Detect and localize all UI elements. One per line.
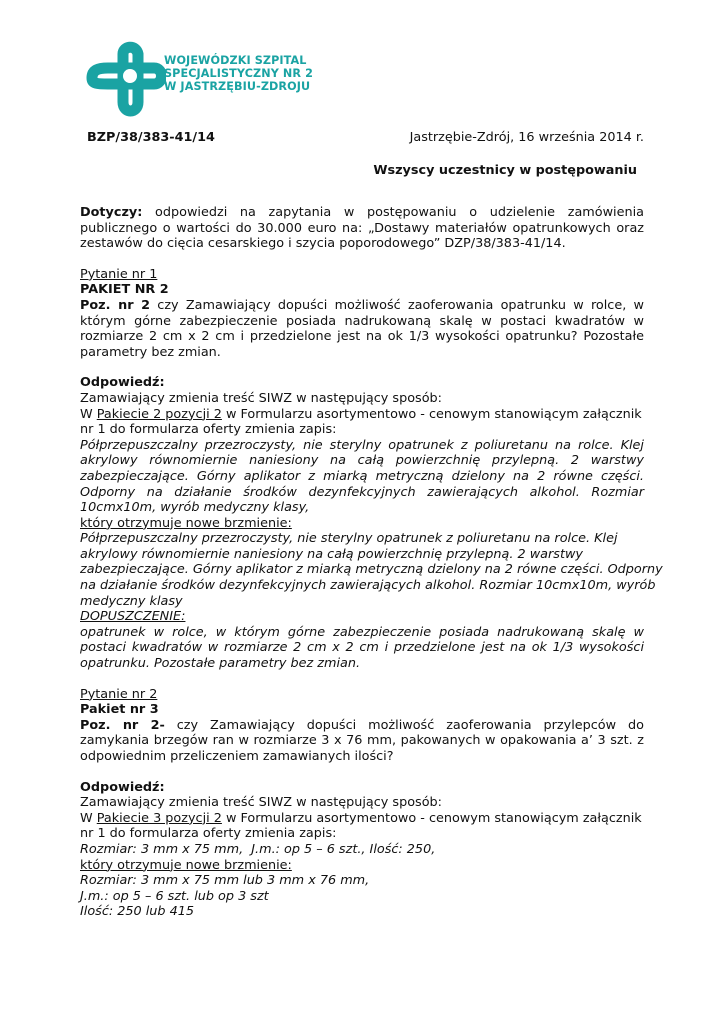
- hospital-cross-emblem-icon: [86, 40, 166, 120]
- answer-2-old-text: Rozmiar: 3 mm x 75 mm, J.m.: op 5 – 6 szt., Ilość: 250,: [80, 841, 436, 857]
- answer-2-intro: Zamawiający zmienia treść SIWZ w następujący sposób:: [80, 795, 442, 811]
- answer-1-intro: Zamawiający zmienia treść SIWZ w następujący sposób:: [80, 390, 442, 406]
- reference-number: BZP/38/383-41/14: [87, 130, 215, 145]
- answer-2-location-rest: w Formularzu asortymentowo - cenowym stanowiącym załącznik nr 1 do formularza oferty zmienia zapis:: [80, 810, 642, 842]
- subject-paragraph: [80, 205, 644, 252]
- answer-1-new-line-4: na działanie środków dezynfekcyjnych zawierających alkohol. Rozmiar 10cmx10m, wyrób: [80, 578, 656, 594]
- answer-1-label: Odpowiedź:: [80, 375, 165, 391]
- subject-text: odpowiedzi na zapytania w postępowaniu o udzielenie zamówienia publicznego o wartości do 30.000 euro na: „Dostawy materiałów opatrunkowych oraz zestawów do cięcia cesarskiego i szycia poporodowego” DZP/38/383-41/14.: [80, 205, 644, 252]
- answer-1-location-link: Pakiecie 2 pozycji 2: [96, 406, 222, 422]
- question-2-body: czy Zamawiający dopuści możliwość zaoferowania przylepców do zamykania brzegów ran w rozmiarze 3 x 76 mm, pakowanych w opakowania a’ 3 szt. z odpowiednim przeliczeniem zamawianych ilości?: [80, 717, 644, 764]
- question-1-text: [80, 298, 644, 360]
- recipients: Wszyscy uczestnicy w postępowaniu: [373, 163, 637, 178]
- answer-1-new-line-5: medyczny klasy: [80, 593, 183, 609]
- question-1-position: Poz. nr 2: [80, 297, 151, 313]
- answer-2-label: Odpowiedź:: [80, 779, 165, 795]
- answer-2-new-label: który otrzymuje nowe brzmienie:: [80, 857, 292, 873]
- logo-line-2: SPECJALISTYCZNY NR 2: [164, 67, 313, 80]
- letter-body: [80, 205, 663, 920]
- answer-1-old-text: [80, 438, 644, 516]
- question-2-text: [80, 718, 644, 765]
- answer-1-location-rest: w Formularzu asortymentowo - cenowym stanowiącym załącznik nr 1 do formularza oferty zmienia zapis:: [80, 406, 642, 438]
- answer-2-new-line-2: J.m.: op 5 – 6 szt. lub op 3 szt: [80, 888, 269, 904]
- answer-2-location: [80, 811, 644, 842]
- logo-line-3: W JASTRZĘBIU-ZDROJU: [164, 80, 311, 93]
- place-date: Jastrzębie-Zdrój, 16 września 2014 r.: [409, 130, 644, 145]
- answer-1-w: W: [80, 406, 97, 422]
- answer-1-allowed-text: opatrunek w rolce, w którym górne zabezpieczenie posiada nadrukowaną skalę w postaci kwadratów w rozmiarze 2 cm x 2 cm i przedzielone jest na ok 1/3 wysokości opatrunku. Pozostałe parametry bez zmian.: [80, 624, 644, 672]
- answer-1-new-line-3: zabezpieczające. Górny aplikator z miarką metryczną dzielony na 2 równe części. Odporny: [80, 562, 663, 578]
- answer-1-new-line-1: Półprzepuszczalny przezroczysty, nie sterylny opatrunek z poliuretanu na rolce. Klej: [80, 531, 618, 547]
- question-2-position: Poz. nr 2-: [80, 717, 165, 733]
- answer-2-location-link: Pakiecie 3 pozycji 2: [96, 810, 222, 826]
- answer-2-w: W: [80, 810, 97, 826]
- answer-1-old-text-body: Półprzepuszczalny przezroczysty, nie sterylny opatrunek z poliuretanu na rolce. Klej akrylowy równomiernie naniesiony na całą powierzchnię przylepną. 2 warstwy zabezpieczające. Górny aplikator z miarką metryczną dzielony na 2 równe części. Odporny na działanie środków dezynfekcyjnych zawierających alkohol. Rozmiar 10cmx10m, wyrób medyczny klasy: [80, 437, 644, 516]
- logo-line-1: WOJEWÓDZKI SZPITAL: [164, 54, 307, 67]
- hospital-name: [164, 54, 313, 93]
- answer-1-location: [80, 407, 644, 438]
- question-1-package: PAKIET NR 2: [80, 282, 169, 298]
- answer-2-new-line-3: Ilość: 250 lub 415: [80, 904, 195, 920]
- subject-label: Dotyczy:: [80, 205, 143, 220]
- question-1-body: czy Zamawiający dopuści możliwość zaoferowania opatrunku w rolce, w którym górne zabezpieczenie posiada nadrukowaną skalę w postaci kwadratów w rozmiarze 2 cm x 2 cm i przedzielone jest na ok 1/3 wysokości opatrunku? Pozostałe parametry bez zmian.: [80, 297, 644, 360]
- hospital-logo: [86, 40, 313, 120]
- question-1-title: Pytanie nr 1: [80, 266, 158, 282]
- answer-1-new-line-2: akrylowy równomiernie naniesiony na całą powierzchnię przylepną. 2 warstwy: [80, 546, 584, 562]
- question-2-title: Pytanie nr 2: [80, 686, 158, 702]
- answer-2-new-line-1: Rozmiar: 3 mm x 75 mm lub 3 mm x 76 mm,: [80, 873, 370, 889]
- answer-1-old-text-end: ,: [305, 500, 310, 516]
- question-2-package: Pakiet nr 3: [80, 702, 159, 718]
- answer-1-allowed-label: DOPUSZCZENIE:: [80, 609, 186, 625]
- answer-1-new-label: który otrzymuje nowe brzmienie:: [80, 515, 292, 531]
